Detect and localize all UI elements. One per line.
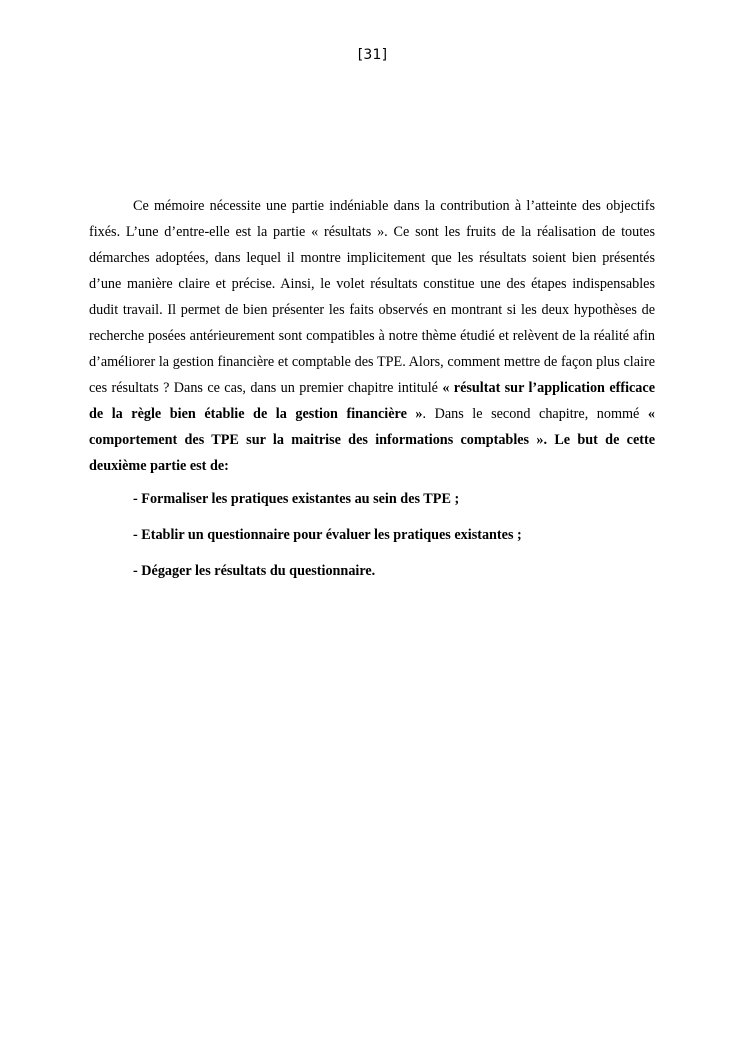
intro-text-part-2: . Dans le second chapitre, nommé: [422, 406, 648, 422]
objective-item: - Dégager les résultats du questionnaire.: [133, 563, 376, 579]
objective-item: - Formaliser les pratiques existantes au sein des TPE ;: [133, 491, 460, 507]
objective-item: - Etablir un questionnaire pour évaluer les pratiques existantes ;: [133, 527, 522, 543]
chapter-2-title-and-goal: « comportement des TPE sur la maitrise des informations comptables ». Le but de cette deuxième partie est de:: [89, 406, 655, 474]
objectives-list: [133, 486, 655, 594]
intro-text-part-1: Ce mémoire nécessite une partie indéniable dans la contribution à l’atteinte des objectifs fixés. L’une d’entre-elle est la partie « résultats ». Ce sont les fruits de la réalisation de toutes démarches adoptées, dans lequel il montre implicitement que les résultats soient bien présentés d’une manière claire et précise. Ainsi, le volet résultats constitue une des étapes indispensables dudit travail. Il permet de bien présenter les faits observés en montrant si les deux hypothèses de recherche posées antérieurement sont compatibles à notre thème étudié et relèvent de la réalité afin d’améliorer la gestion financière et comptable des TPE. Alors, comment mettre de façon plus claire ces résultats ? Dans ce cas, dans un premier chapitre intitulé: [89, 198, 655, 396]
intro-paragraph: [89, 193, 655, 479]
page-number: [31]: [357, 47, 388, 63]
chapter-1-title: « résultat sur l’application efficace de la règle bien établie de la gestion financière »: [89, 380, 655, 422]
